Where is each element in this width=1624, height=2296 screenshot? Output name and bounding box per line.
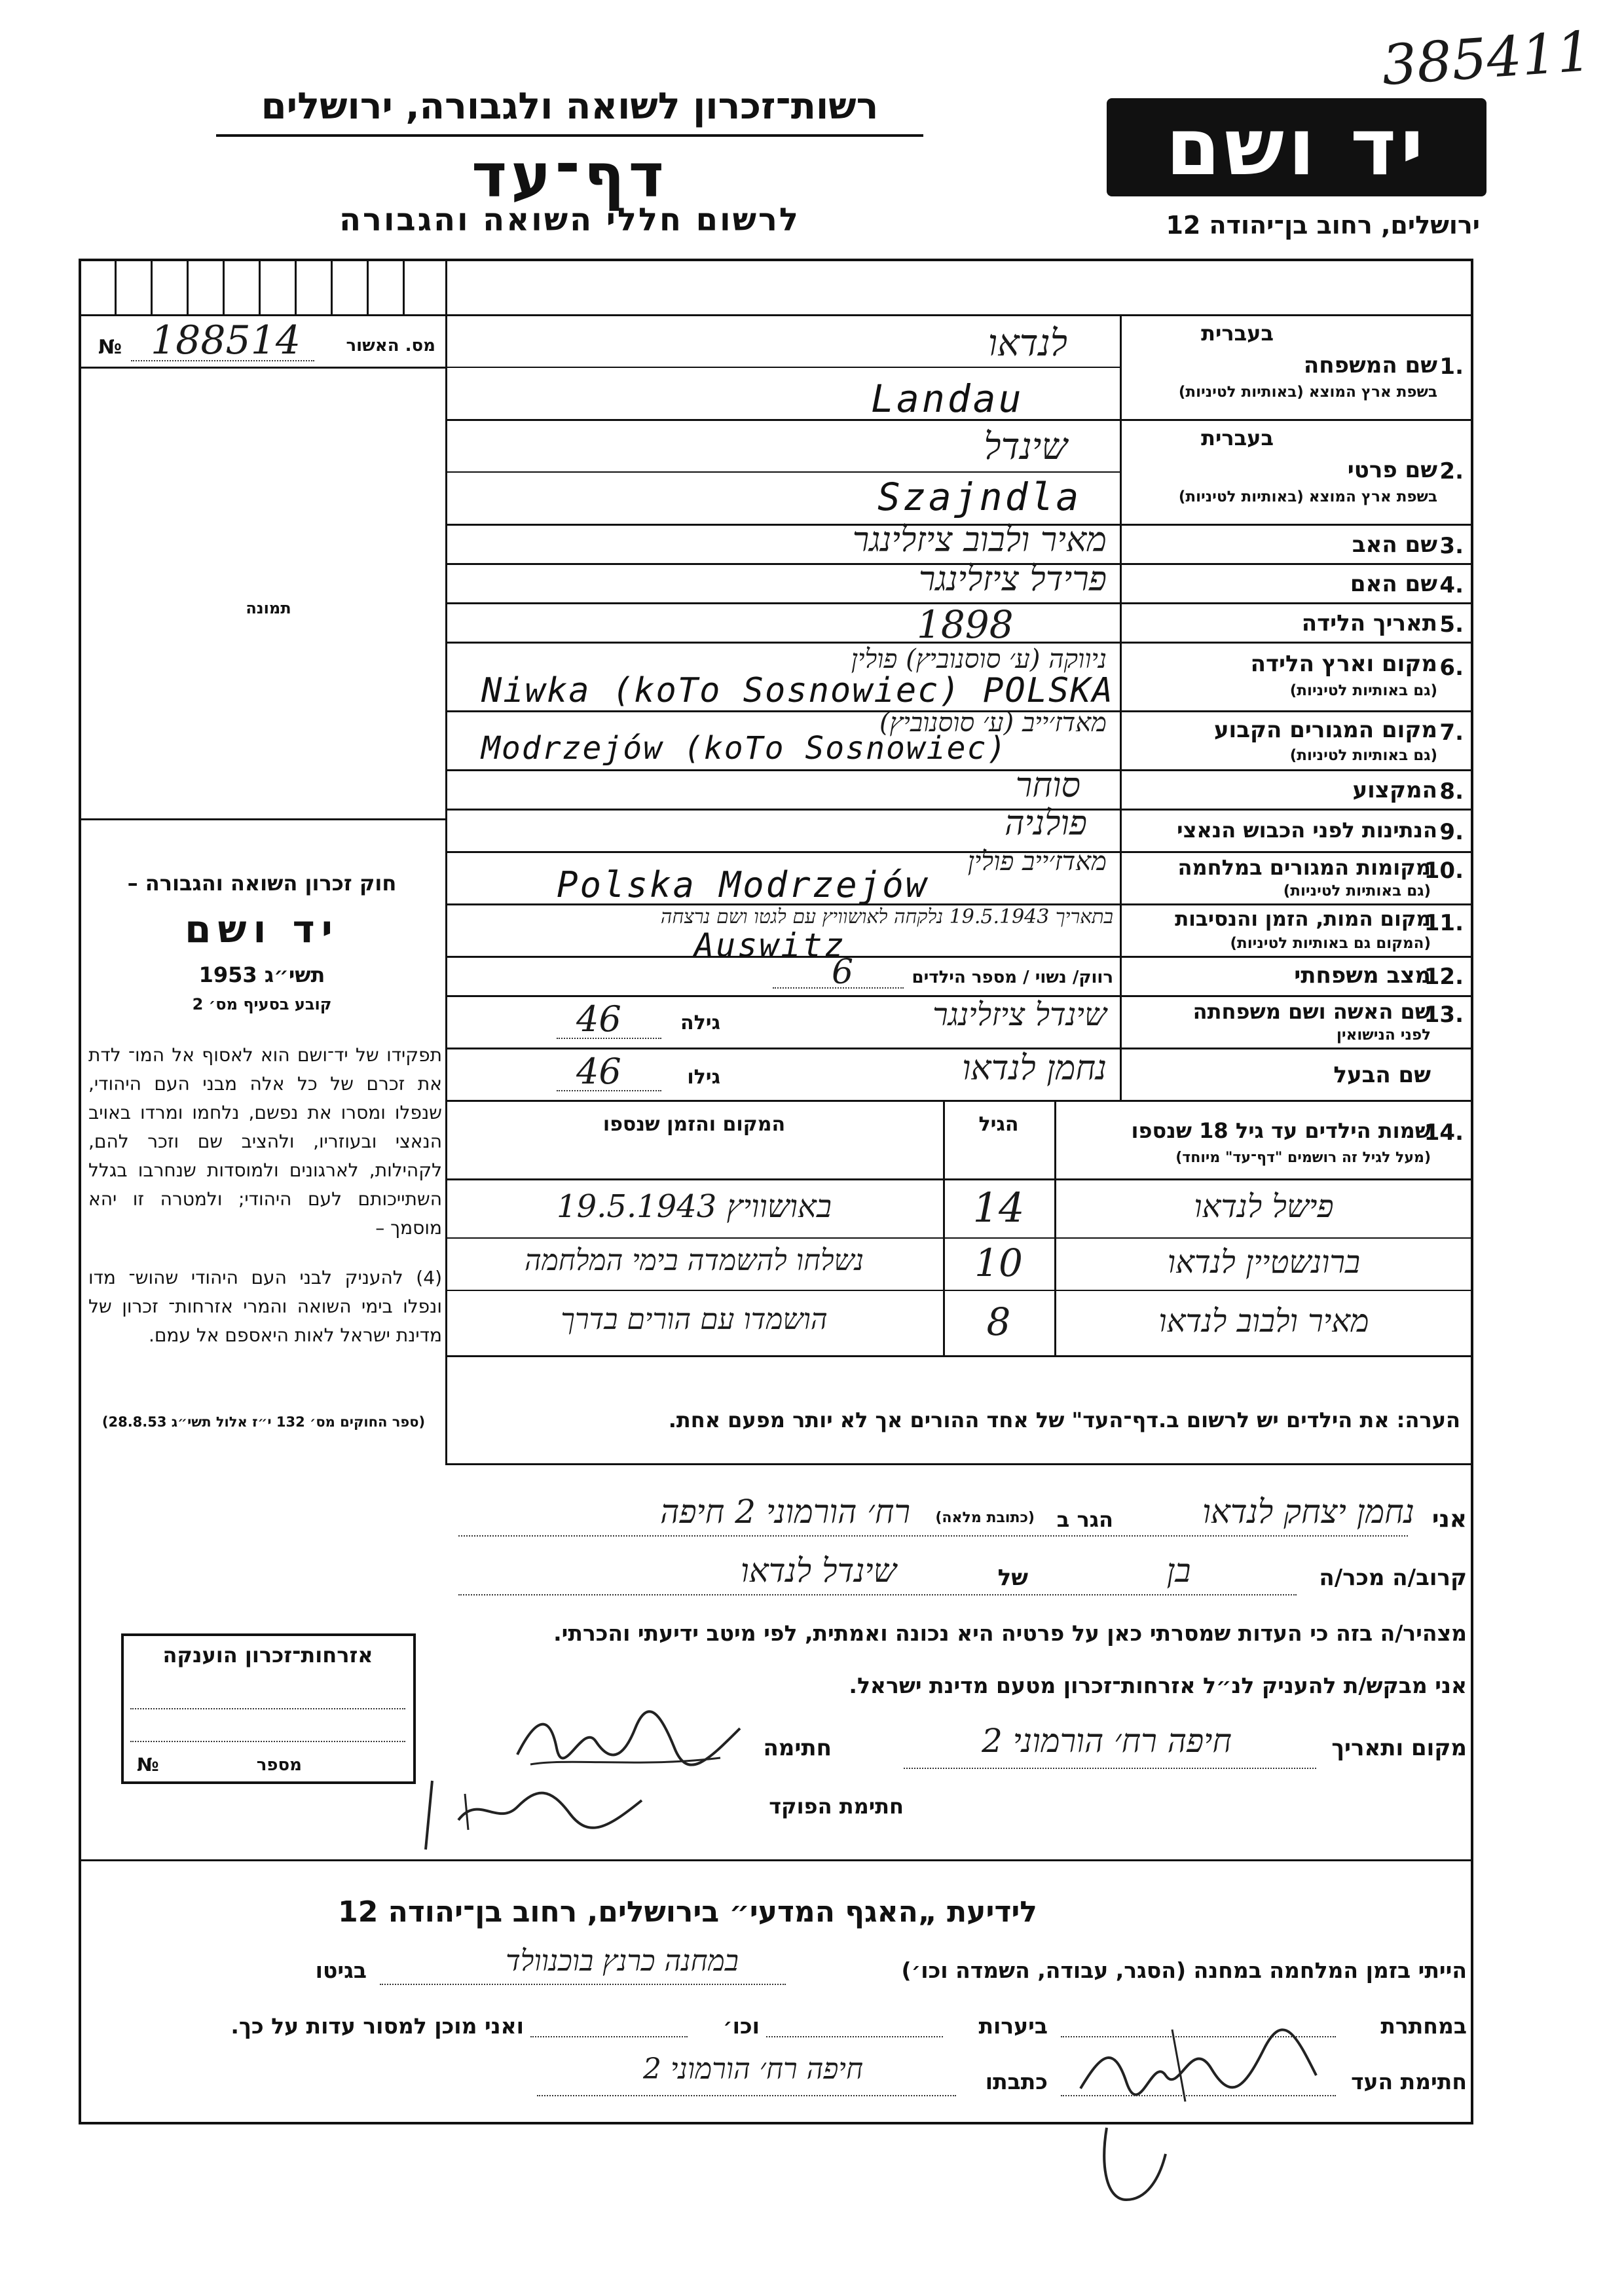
address-line: ירושלים, רחוב בן־יהודה 12 xyxy=(1166,211,1480,240)
reg-number-value: 188514 xyxy=(151,318,301,363)
citizenship-box xyxy=(121,1633,416,1784)
declarant-line-2 xyxy=(458,1594,1297,1595)
field-1-value-hebrew: לנדאו xyxy=(987,322,1067,365)
field-13-note: לפני הנישואין xyxy=(1337,1027,1431,1044)
field-7-label: מקום המגורים הקבוע xyxy=(1213,717,1437,743)
child-3-name: מאיר ולבוב לנדאו xyxy=(1158,1303,1369,1339)
field-1-note: בשפת ארץ המוצא (באותיות לטיניות) xyxy=(1178,384,1437,401)
field-1-label: שם המשפחה xyxy=(1303,352,1437,378)
field-permanent-residence xyxy=(1123,712,1470,769)
child-1-name: פישל לנדאו xyxy=(1194,1188,1334,1225)
witness-signature-label: חתימת העד xyxy=(1351,2069,1467,2094)
field-6-number: 6. xyxy=(1439,655,1464,681)
remark-bottom xyxy=(445,1463,1473,1465)
field-11-value-hebrew: בתאריך 19.5.1943 נלקחה לאושוויץ עם לגטו ושם נרצחה xyxy=(660,905,1113,928)
field-4-value: פרידל ציזלינגר xyxy=(918,560,1107,599)
place-date-line xyxy=(904,1768,1316,1769)
witness-underline xyxy=(1061,2095,1336,2096)
info-line-1-value: במחנה כרנץ בוכנוולד xyxy=(506,1944,739,1978)
children-header-note: (מעל לגיל זה רושמים "דף־עד" מיוחד) xyxy=(1175,1150,1431,1166)
declarant-signature xyxy=(511,1702,747,1774)
authority-title: רשות־זכרון לשואה ולגבורה, ירושלים xyxy=(261,85,879,128)
law-paragraph-1: תפקידו של יד־ושם הוא לאסוף אל המו־ לדת את זכרם של כל אלה מבני העם היהודי, שנפלו ומסרו את נפשם, נלחמו ומרדו באויב הנאצי ובעוזריו, ולהציב שם וזכר להם, לקהילות, לארגונים ולמוסדות שנחרבו בגלל השתייכותם לעם היהודי; ולמטרה זו יהא מוסמך – xyxy=(88,1044,442,1239)
child-1-age: 14 xyxy=(972,1184,1025,1231)
field-given-name xyxy=(1123,420,1470,524)
reg-number-label: מס. האשור xyxy=(346,336,435,355)
field-11-number: 11. xyxy=(1424,910,1464,936)
field-10-number: 10. xyxy=(1424,858,1464,884)
law-reference: (ספר החוקים מס׳ 132 י״ז אלול תשי״ג 28.8.53) xyxy=(101,1414,426,1430)
field-husband-age-underline xyxy=(557,1090,661,1091)
children-col-divider-1 xyxy=(1054,1100,1056,1355)
children-header xyxy=(1058,1106,1470,1175)
field-6-label: מקום וארץ הלידה xyxy=(1250,651,1437,677)
declarant-line-1 xyxy=(458,1535,1408,1537)
witness-signature xyxy=(1074,2016,1323,2115)
field-nationality xyxy=(1123,810,1470,851)
witness-address-value: חיפה רח׳ הורמוני 2 xyxy=(642,2052,864,2086)
declaration-text: מצהיר/ה בזה כי העדות שמסרתי כאן על פרטיה היא נכונה ואמתית, לפי מיטב ידיעתי והכרתי. xyxy=(553,1620,1467,1646)
citizenship-number-label: מספר xyxy=(256,1755,302,1775)
field-husband-age-value: 46 xyxy=(576,1051,621,1092)
declarant-of-label: של xyxy=(997,1565,1028,1591)
info-line-1-underline xyxy=(380,1984,786,1985)
law-year: תשי״ג 1953 xyxy=(198,962,325,987)
declarant-address-note: (כתובת מלאה) xyxy=(935,1510,1035,1526)
declarant-relation: בן xyxy=(1166,1552,1191,1590)
field-13-age-value: 46 xyxy=(576,998,621,1040)
witness-address-underline xyxy=(537,2095,956,2096)
field-3-label: שם האב xyxy=(1352,532,1437,558)
children-col-age: הגיל xyxy=(978,1113,1019,1136)
field-marital-status xyxy=(1123,957,1470,995)
field-12-options: רווק/ נשוי / מספר הילדים xyxy=(912,968,1113,987)
sidebar-reg-line xyxy=(79,367,445,369)
children-col-divider-2 xyxy=(943,1100,945,1355)
field-wife-name xyxy=(1123,996,1470,1048)
info-line-2-underline-c xyxy=(530,2036,688,2037)
reg-number-row xyxy=(92,318,439,363)
child-2-name: ברונשטיין לנדאו xyxy=(1167,1244,1361,1281)
law-paragraph-2: (4) להעניק לבני העם היהודי שהוש־ מדו ונפלו בימי השואה והמרי אזרחות־ זכרון של מדינת ישראל לאות היאספם אל עמם. xyxy=(88,1267,442,1346)
field-husband-value: נחמן לנדאו xyxy=(962,1049,1107,1088)
field-3-number: 3. xyxy=(1439,533,1464,559)
field-1-tag: בעברית xyxy=(1201,321,1274,346)
field-6-note: (גם באותיות לטיניות) xyxy=(1289,682,1437,699)
child-2-place: נשלחו להשמדה בימי המלחמה xyxy=(524,1244,864,1277)
field-mother-name xyxy=(1123,564,1470,602)
field-family-name xyxy=(1123,316,1470,419)
photo-label: תמונה xyxy=(246,599,291,617)
child-3-age: 8 xyxy=(986,1300,1011,1344)
field-5-label: תאריך הלידה xyxy=(1301,610,1437,636)
field-13-age-label: גילה xyxy=(680,1011,720,1034)
citizenship-number-symbol: № xyxy=(137,1754,159,1776)
info-line-2-c: וכו׳ xyxy=(723,2013,760,2039)
law-title: חוק זכרון השואה והגבורה – xyxy=(127,871,397,896)
field-wartime-residence xyxy=(1123,852,1470,903)
field-13-value: שינדל ציזלינגר xyxy=(932,996,1107,1033)
declarant-address: רח׳ הורמוני 2 חיפה xyxy=(660,1493,910,1531)
field-1-number: 1. xyxy=(1439,354,1464,380)
field-2-label: שם פרטי xyxy=(1347,457,1437,483)
declarant-resides-label: הגר ב xyxy=(1056,1507,1113,1532)
field-7-number: 7. xyxy=(1439,720,1464,746)
info-line-2-d: ואני מוכן למסור עדות על כך. xyxy=(231,2013,524,2039)
field-8-label: המקצוע xyxy=(1352,777,1437,803)
field-11-value-latin: Auswitz xyxy=(694,926,846,964)
officer-signature xyxy=(419,1768,668,1853)
field-2-value-latin: Szajndla xyxy=(877,475,1082,519)
field-5-value: 1898 xyxy=(917,602,1014,647)
children-remark: הערה: את הילדים יש לרשום ב.דף־העד" של אחד ההורים אך לא יותר מפעם אחת. xyxy=(668,1408,1460,1432)
officer-signature-label: חתימת הפוקד xyxy=(769,1794,904,1819)
field-7-note: (גם באותיות לטיניות) xyxy=(1289,747,1437,764)
signature-label: חתימה xyxy=(763,1735,832,1761)
yad-vashem-logo xyxy=(1107,98,1486,196)
children-col-place: המקום והזמן שנספו xyxy=(602,1113,786,1136)
info-line-2-b: ביערות xyxy=(978,2013,1048,2039)
children-table-bottom xyxy=(445,1355,1473,1357)
field-10-value-hebrew: מאדז׳ייב פולין xyxy=(967,847,1107,877)
declarant-name: נחמן יצחק לנדאו xyxy=(1202,1493,1414,1531)
children-header-title: שמות הילדים עד גיל 18 שנספו xyxy=(1131,1118,1431,1143)
declarant-of-value: שינדל לנדאו xyxy=(740,1552,897,1590)
field-9-number: 9. xyxy=(1439,819,1464,845)
field-2-number: 2. xyxy=(1439,458,1464,484)
field-birth-date xyxy=(1123,604,1470,642)
field-11-label: מקום המות, הזמן והנסיבות xyxy=(1175,907,1431,931)
info-line-2-underline-b xyxy=(766,2036,943,2037)
info-line-2-a: במחתרת xyxy=(1380,2013,1467,2039)
field-6-value-latin: Niwka (koTo Sosnowiec) POLSKA xyxy=(481,671,1114,710)
field-2-value-hebrew: שינדל xyxy=(984,426,1067,468)
field-father-name xyxy=(1123,525,1470,563)
field-2-note: בשפת ארץ המוצא (באותיות לטיניות) xyxy=(1178,488,1437,505)
field-8-number: 8. xyxy=(1439,778,1464,805)
field-8-value: סוחר xyxy=(1015,766,1080,805)
children-row-1-bottom xyxy=(445,1237,1473,1239)
field-9-label: הנתינות לפני הכבוש הנאצי xyxy=(1177,818,1437,843)
child-3-place: הושמדו עם הורים בדרך xyxy=(561,1303,828,1336)
field-13-label: שם האשה ושם משפחתה xyxy=(1192,999,1431,1024)
field-4-number: 4. xyxy=(1439,572,1464,598)
children-row-2-bottom xyxy=(445,1290,1473,1291)
field-6-value-hebrew: ניווקה (ע׳ סוסנוביץ) פולין xyxy=(851,644,1107,674)
field-4-label: שם האם xyxy=(1350,571,1437,597)
field-husband-name xyxy=(1123,1049,1470,1100)
field-10-value-latin: Polska Modrzejów xyxy=(557,864,929,905)
field-13-number: 13. xyxy=(1424,1002,1464,1028)
witness-address-label: כתבתו xyxy=(985,2069,1048,2094)
place-date-value: חיפה רח׳ הורמוני 2 xyxy=(982,1722,1232,1760)
field-12-number: 12. xyxy=(1424,964,1464,990)
field-10-label: מקומות המגורים במלחמה xyxy=(1177,855,1431,880)
document-title: דף־עד xyxy=(471,141,668,211)
field-5-number: 5. xyxy=(1439,611,1464,638)
document-subtitle: לרשום חללי השואה והגבורה xyxy=(339,202,800,238)
field-12-children-count: 6 xyxy=(832,953,854,992)
field-12-label: מצב משפחתי xyxy=(1294,962,1431,989)
field-birth-place xyxy=(1123,643,1470,710)
sidebar-photo-line xyxy=(79,818,445,820)
logo-text: יד ושם xyxy=(1166,101,1428,193)
field-9-value: פולניה xyxy=(1005,804,1087,843)
sidebar-divider xyxy=(445,260,447,1463)
field-11-note: (המקום גם באותיות לטיניות) xyxy=(1230,935,1431,952)
children-header-bottom xyxy=(445,1178,1473,1180)
request-text: אני מבקש/ת להעניק לנ״ל אזרחות־זכרון מטעם מדינת ישראל. xyxy=(849,1673,1467,1698)
field-10-note: (גם באותיות לטיניות) xyxy=(1283,883,1431,900)
field-2-tag: בעברית xyxy=(1201,426,1274,450)
child-1-place: באושוויץ 19.5.1943 xyxy=(557,1188,832,1225)
place-date-label: מקום ותאריך xyxy=(1331,1735,1467,1761)
info-line-1-lead: הייתי בזמן המלחמה במחנה (הסגר, עבודה, השמדה וכו׳) xyxy=(901,1958,1467,1983)
pen-mark xyxy=(1094,2115,1172,2213)
field-occupation xyxy=(1123,771,1470,809)
info-section-top xyxy=(79,1859,1473,1861)
archive-number: 385411 xyxy=(1379,18,1594,98)
label-column-divider xyxy=(1120,314,1122,1100)
field-7-value-hebrew: מאדז׳ייב (ע׳ סוסנוביץ) xyxy=(879,708,1107,738)
law-clause: קובע בסעיף מס׳ 2 xyxy=(192,995,332,1013)
reg-number-symbol: № xyxy=(98,336,122,359)
field-husband-label: שם הבעל xyxy=(1333,1062,1431,1088)
info-heading: לידיעת „האגף המדעי״ בירושלים, רחוב בן־יהודה 12 xyxy=(338,1895,1037,1929)
header-underline xyxy=(216,134,923,137)
field-7-value-latin: Modrzejów (koTo Sosnowiec) xyxy=(481,730,1008,767)
field-13-age-underline xyxy=(557,1038,661,1039)
citizenship-box-title: אזרחות־זכרון הוענקה xyxy=(162,1643,373,1667)
info-line-1-tail: בגיטו xyxy=(315,1958,367,1983)
field-3-value: מאיר ולבוב ציזלינגר xyxy=(852,520,1107,560)
field-death-place xyxy=(1123,905,1470,956)
law-name: יד ושם xyxy=(185,907,339,951)
children-number: 14. xyxy=(1424,1120,1464,1146)
child-2-age: 10 xyxy=(974,1241,1023,1285)
field-husband-age-label: גילו xyxy=(687,1066,720,1089)
field-12-underline xyxy=(773,987,904,989)
declarant-i-label: אני xyxy=(1431,1506,1467,1533)
declarant-relation-label: קרוב/ה מכר/ה xyxy=(1319,1565,1467,1591)
field-1-value-latin: Landau xyxy=(871,376,1024,421)
